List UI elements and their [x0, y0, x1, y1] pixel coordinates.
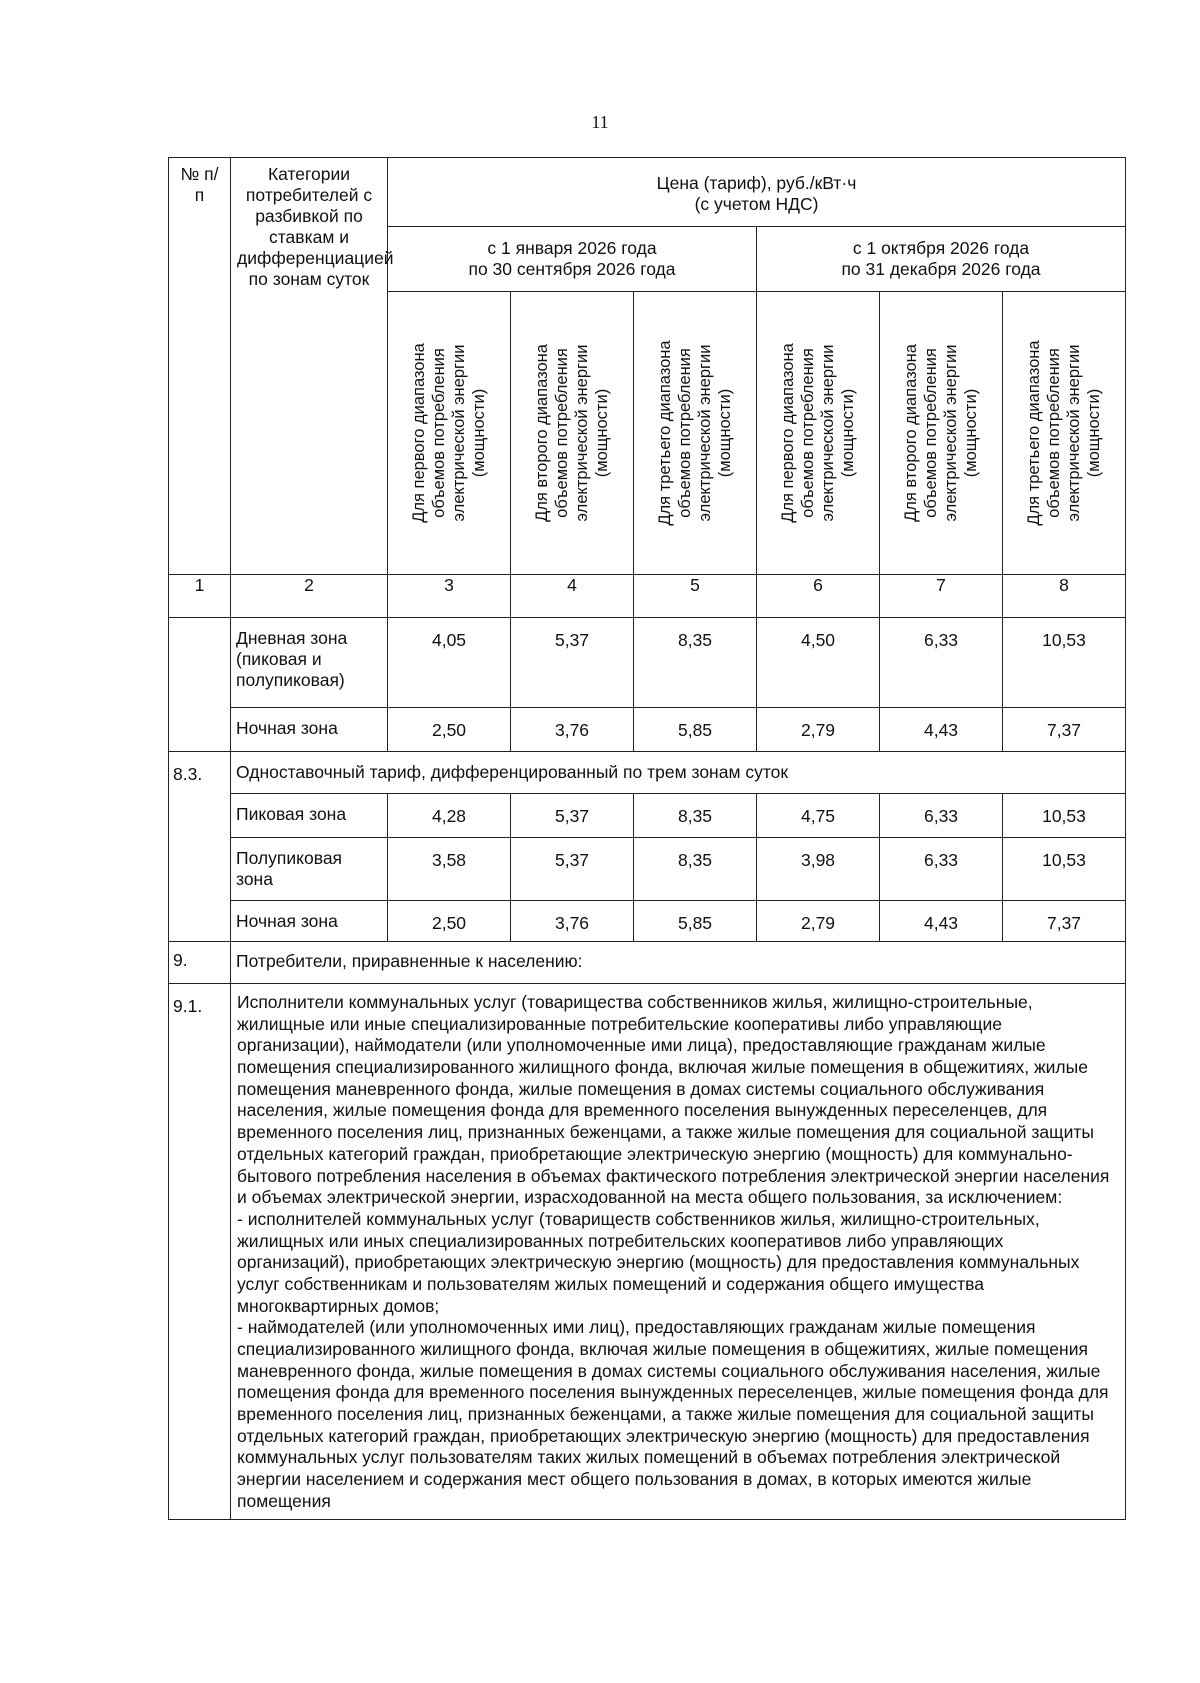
paragraph: - наймодателей (или уполномоченных ими лиц), предоставляющих гражданам жилые помещения специализированного жилищного фонда, включая жилые помещения в общежитиях, жилые помещения маневренного фонда, жилые помещения в домах системы социального обслуживания населения, жилые помещения фонда для временного поселения вынужденных переселенцев, жилые помещения фонда для временного поселения лиц, признанных беженцами, а также жилые помещения для социальной защиты отдельных категорий граждан, приобретающих электрическую энергию (мощность) для предоставления коммунальных услуг пользователям таких жилых помещений в объемах потребления электрической энергии населением и содержания мест общего пользования в домах, в которых имеются жилые помещения [237, 1317, 1109, 1511]
column-number: 6 [757, 575, 880, 618]
range-header-3 [634, 292, 757, 575]
range-header-label: Для третьего диапазона объемов потребления электрической энергии (мощности) [1024, 340, 1104, 526]
table-row [169, 708, 1126, 752]
zone-label: Пиковая зона [231, 794, 388, 838]
tariff-value: 5,85 [634, 901, 757, 942]
range-header-6 [1003, 292, 1126, 575]
table-row [169, 901, 1126, 942]
tariff-value: 4,43 [880, 901, 1003, 942]
range-header-5 [880, 292, 1003, 575]
tariff-value: 7,37 [1003, 708, 1126, 752]
table-row [169, 618, 1126, 708]
tariff-value: 4,75 [757, 794, 880, 838]
tariff-value: 5,37 [511, 794, 634, 838]
tariff-value: 10,53 [1003, 838, 1126, 901]
tariff-value: 10,53 [1003, 794, 1126, 838]
header-price-vat: (с учетом НДС) [694, 194, 819, 214]
tariff-value: 4,05 [388, 618, 511, 708]
tariff-value: 2,79 [757, 708, 880, 752]
zone-label: Дневная зона (пиковая и полупиковая) [231, 618, 388, 708]
section-number: 9.1. [169, 984, 231, 1520]
tariff-value: 6,33 [880, 618, 1003, 708]
tariff-value: 2,50 [388, 901, 511, 942]
column-number: 7 [880, 575, 1003, 618]
period-1-start: с 1 января 2026 года [487, 238, 657, 258]
header-period-2 [757, 227, 1126, 292]
column-number-row [169, 575, 1126, 618]
tariff-value: 8,35 [634, 618, 757, 708]
section-8-3-header-row [169, 752, 1126, 794]
column-number: 1 [169, 575, 231, 618]
section-title: Потребители, приравненные к населению: [231, 942, 1126, 984]
tariff-table [168, 157, 1126, 1520]
tariff-value: 4,28 [388, 794, 511, 838]
table-row [169, 838, 1126, 901]
section-9-1-row [169, 984, 1126, 1520]
range-header-label: Для второго диапазона объемов потребления электрической энергии (мощности) [532, 344, 612, 522]
page-number: 11 [591, 112, 609, 132]
period-2-end: по 31 декабря 2026 года [841, 259, 1041, 279]
paragraph: - исполнителей коммунальных услуг (товариществ собственников жилья, жилищно-строительных, жилищных или иных специализированных потребительских кооперативов либо управляющих организаций), приобретающих электрическую энергию (мощность) для предоставления коммунальных услуг собственникам и пользователям жилых помещений и содержания общего имущества многоквартирных домов; [237, 1208, 1080, 1316]
tariff-value: 5,85 [634, 708, 757, 752]
tariff-value: 6,33 [880, 838, 1003, 901]
tariff-value: 3,58 [388, 838, 511, 901]
section-number: 8.3. [169, 752, 231, 942]
header-period-1 [388, 227, 757, 292]
tariff-value: 3,76 [511, 901, 634, 942]
tariff-value: 5,37 [511, 838, 634, 901]
zone-label: Ночная зона [231, 708, 388, 752]
tariff-value: 6,33 [880, 794, 1003, 838]
tariff-value: 4,43 [880, 708, 1003, 752]
tariff-value: 2,50 [388, 708, 511, 752]
range-header-label: Для второго диапазона объемов потребления электрической энергии (мощности) [901, 344, 981, 522]
column-number: 3 [388, 575, 511, 618]
section-number: 9. [169, 942, 231, 984]
column-number: 4 [511, 575, 634, 618]
tariff-value: 3,98 [757, 838, 880, 901]
header-no-label: № п/п [180, 164, 219, 205]
header-price-cell [388, 158, 1126, 227]
column-number: 5 [634, 575, 757, 618]
header-price-title: Цена (тариф), руб./кВт·ч [656, 173, 857, 193]
zone-label: Полупиковая зона [231, 838, 388, 901]
period-1-end: по 30 сентября 2026 года [468, 259, 676, 279]
range-header-4 [757, 292, 880, 575]
tariff-value: 8,35 [634, 838, 757, 901]
tariff-value: 4,50 [757, 618, 880, 708]
column-number: 8 [1003, 575, 1126, 618]
header-category-cell [231, 158, 394, 575]
section-9-row [169, 942, 1126, 984]
column-number: 2 [231, 575, 388, 618]
tariff-value: 10,53 [1003, 618, 1126, 708]
range-header-label: Для первого диапазона объемов потребления электрической энергии (мощности) [778, 343, 858, 523]
section-title: Одноставочный тариф, дифференцированный по трем зонам суток [231, 752, 1126, 794]
tariff-value: 3,76 [511, 708, 634, 752]
row-number-cell [169, 618, 231, 752]
tariff-value: 5,37 [511, 618, 634, 708]
header-category-label: Категории потребителей с разбивкой по ставкам и дифференциацией по зонам суток [237, 164, 394, 289]
section-9-1-text [231, 984, 1126, 1520]
tariff-value: 2,79 [757, 901, 880, 942]
zone-label: Ночная зона [231, 901, 388, 942]
tariff-value: 7,37 [1003, 901, 1126, 942]
range-header-1 [388, 292, 511, 575]
table-row [169, 794, 1126, 838]
range-header-label: Для третьего диапазона объемов потребления электрической энергии (мощности) [655, 340, 735, 526]
paragraph: Исполнители коммунальных услуг (товарищества собственников жилья, жилищно-строительные, жилищные или иные специализированные потребительские кооперативы либо управляющие организации), наймодатели (или уполномоченные ими лица), предоставляющие гражданам жилые помещения специализированного жилищного фонда, включая жилые помещения в общежитиях, жилые помещения маневренного фонда, жилые помещения в домах системы социального обслуживания населения, жилые помещения фонда для временного поселения вынужденных переселенцев, для временного поселения лиц, признанных беженцами, а также жилые помещения для социальной защиты отдельных категорий граждан, приобретающие электрическую энергию (мощность) для коммунально-бытового потребления населения в объемах фактического потребления электрической энергии населения и объемах электрической энергии, израсходованной на места общего пользования, за исключением: [237, 992, 1110, 1208]
range-header-2 [511, 292, 634, 575]
tariff-value: 8,35 [634, 794, 757, 838]
header-no-cell [169, 158, 231, 575]
range-header-label: Для первого диапазона объемов потребления электрической энергии (мощности) [409, 343, 489, 523]
period-2-start: с 1 октября 2026 года [852, 238, 1030, 258]
